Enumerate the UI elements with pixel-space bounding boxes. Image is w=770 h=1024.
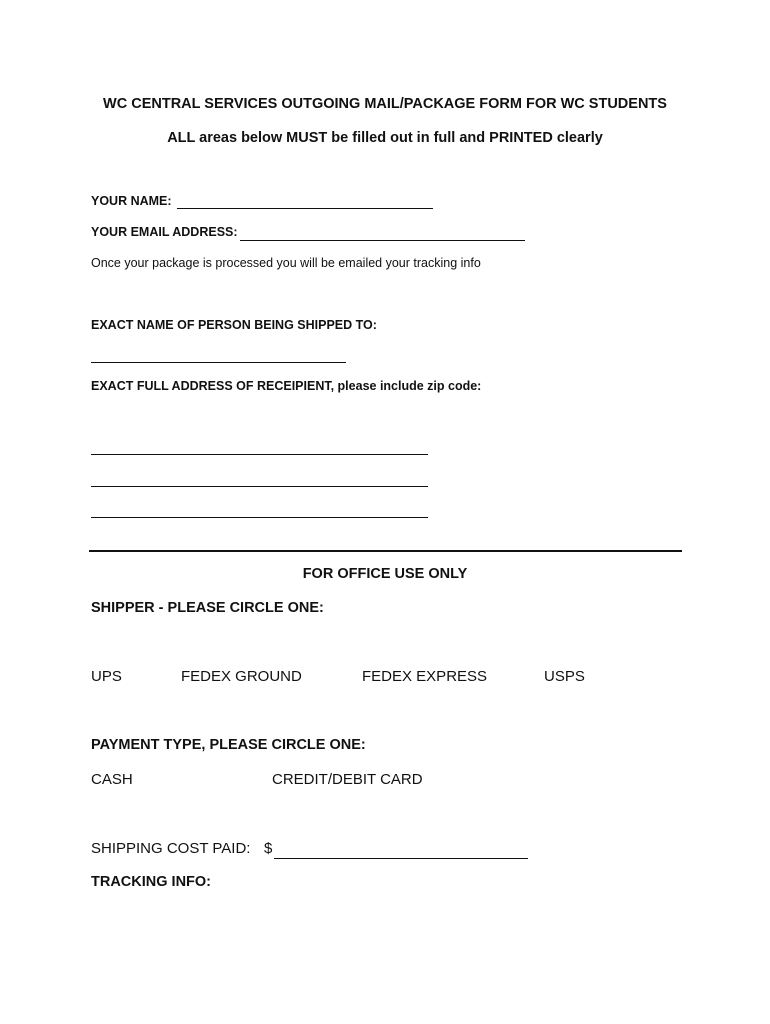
shipper-option-fedex-express[interactable]: FEDEX EXPRESS [362,668,488,685]
tracking-info-label: TRACKING INFO: [91,874,212,890]
recipient-name-field-line[interactable] [91,362,346,363]
recipient-address-line-2[interactable] [91,486,428,487]
shipping-cost-label: SHIPPING COST PAID: [91,840,251,857]
shipper-option-usps[interactable]: USPS [544,668,585,685]
recipient-address-line-1[interactable] [91,454,428,455]
shipping-cost-field-line[interactable] [274,858,528,859]
recipient-address-label: EXACT FULL ADDRESS OF RECEIPIENT, please include zip code: [91,379,482,393]
form-title: WC CENTRAL SERVICES OUTGOING MAIL/PACKAGE FORM FOR WC STUDENTS [103,96,667,112]
office-use-heading: FOR OFFICE USE ONLY [302,566,468,582]
payment-option-card[interactable]: CREDIT/DEBIT CARD [272,771,423,788]
shipper-label: SHIPPER - PLEASE CIRCLE ONE: [91,600,324,616]
your-email-label: YOUR EMAIL ADDRESS: [91,225,238,239]
recipient-name-label: EXACT NAME OF PERSON BEING SHIPPED TO: [91,318,377,332]
form-instruction: ALL areas below MUST be filled out in full and PRINTED clearly [167,130,603,146]
payment-option-cash[interactable]: CASH [91,771,133,788]
shipper-option-fedex-ground[interactable]: FEDEX GROUND [181,668,302,685]
recipient-address-line-3[interactable] [91,517,428,518]
currency-symbol: $ [264,840,273,857]
your-email-field-line[interactable] [240,240,525,241]
payment-type-label: PAYMENT TYPE, PLEASE CIRCLE ONE: [91,737,366,753]
tracking-note: Once your package is processed you will be emailed your tracking info [91,256,481,270]
shipper-option-ups[interactable]: UPS [91,668,122,685]
your-name-field-line[interactable] [177,208,433,209]
your-name-label: YOUR NAME: [91,194,172,208]
office-divider [89,550,682,552]
